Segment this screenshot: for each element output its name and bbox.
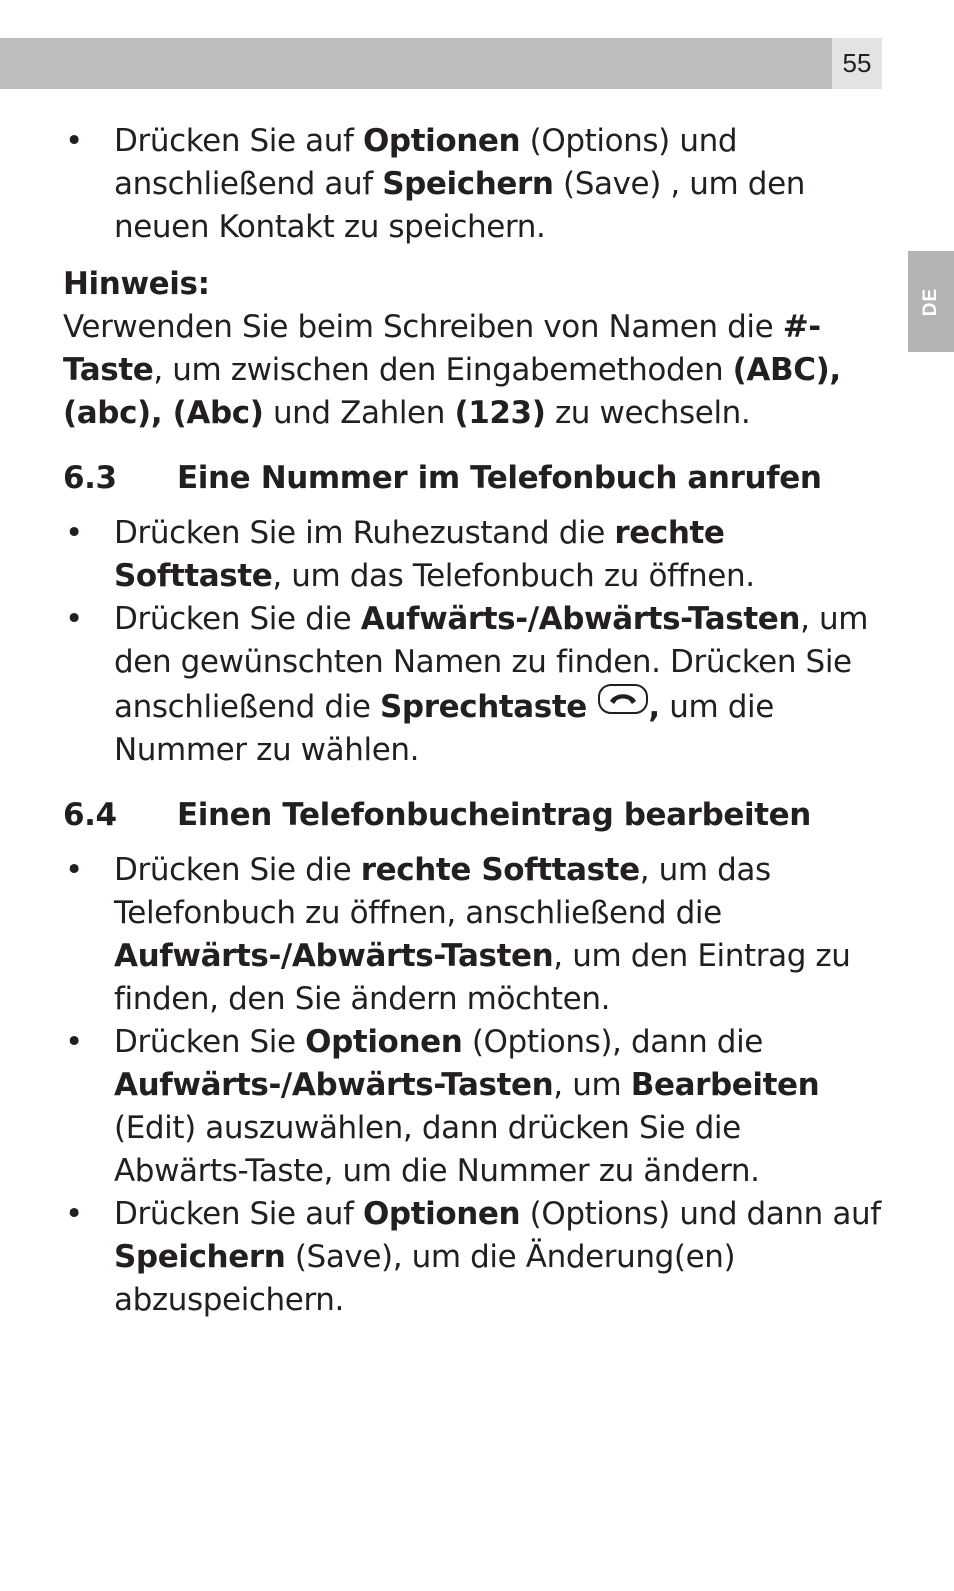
text: Verwenden Sie beim Schreiben von Namen die — [63, 309, 783, 345]
note-title: Hinweis: — [63, 266, 210, 302]
text: , um den Eintrag zu finden, den Sie ändern möchten. — [114, 938, 851, 1017]
bold-text: Aufwärts-/Abwärts-Tasten — [360, 601, 801, 637]
text: , um den gewünschten Namen zu finden. Drücken Sie anschließend die — [114, 601, 869, 725]
bold-text: #-Taste — [63, 309, 821, 388]
list-item — [63, 849, 881, 1021]
section-heading — [63, 794, 881, 837]
bold-text: (123) — [454, 395, 546, 431]
note-block — [63, 263, 881, 435]
text: um die Nummer zu wählen. — [114, 689, 774, 768]
text: Drücken Sie — [114, 1024, 306, 1060]
phone-handset-icon — [598, 684, 648, 714]
language-tab — [908, 251, 954, 352]
text: Drücken Sie die — [114, 601, 361, 637]
text: Drücken Sie auf — [114, 1196, 363, 1232]
text: (Options), dann die — [462, 1024, 763, 1060]
bold-text: , — [648, 689, 660, 725]
text: und Zahlen — [263, 395, 455, 431]
bullet-icon: • — [65, 601, 83, 637]
bullet-icon: • — [65, 1196, 83, 1232]
text: , um das Telefonbuch zu öffnen. — [272, 558, 755, 594]
list-item — [63, 512, 881, 598]
text: (Options) und anschließend auf — [114, 123, 738, 202]
section-number: 6.4 — [63, 797, 117, 833]
text: , um zwischen den Eingabemethoden — [153, 352, 733, 388]
text: zu wechseln. — [545, 395, 751, 431]
bullet-icon: • — [65, 515, 83, 551]
header-bar — [0, 38, 832, 89]
bold-text: Sprechtaste — [379, 689, 587, 725]
text: (Options) und dann auf — [520, 1196, 881, 1232]
language-label: DE — [920, 287, 941, 316]
bold-text: rechte Softtaste — [360, 852, 640, 888]
page-content — [63, 120, 881, 1322]
list-item — [63, 120, 881, 249]
section-number: 6.3 — [63, 460, 117, 496]
bold-text: Optionen — [362, 1196, 521, 1232]
bold-text: Aufwärts-/Abwärts-Tasten — [114, 938, 554, 974]
bold-text: Optionen — [362, 123, 521, 159]
text: (Save), um die Änderung(en) abzuspeichern. — [114, 1239, 736, 1318]
text: , um das Telefonbuch zu öffnen, anschließend die — [114, 852, 771, 931]
text: , um — [553, 1067, 631, 1103]
bold-text: (ABC), (abc), (Abc) — [63, 352, 841, 431]
bullet-icon: • — [65, 852, 83, 888]
bullet-icon: • — [65, 1024, 83, 1060]
section-heading — [63, 457, 881, 500]
list-item — [63, 1021, 881, 1193]
bold-text: Speichern — [114, 1239, 286, 1275]
note-text — [63, 306, 881, 435]
bold-text: rechte Softtaste — [114, 515, 725, 594]
page-number: 55 — [832, 38, 882, 89]
section-title: Einen Telefonbucheintrag bearbeiten — [177, 797, 811, 833]
text: (Save) , um den neuen Kontakt zu speichern. — [114, 166, 805, 245]
list-item — [63, 1193, 881, 1322]
section-title: Eine Nummer im Telefonbuch anrufen — [177, 460, 822, 496]
bold-text: Bearbeiten — [630, 1067, 820, 1103]
text: Drücken Sie auf — [114, 123, 363, 159]
bold-text: Aufwärts-/Abwärts-Tasten — [114, 1067, 554, 1103]
bullet-icon: • — [65, 123, 83, 159]
text: Drücken Sie im Ruhezustand die — [114, 515, 615, 551]
bold-text: Speichern — [382, 166, 554, 202]
bold-text: Optionen — [305, 1024, 463, 1060]
list-item — [63, 598, 881, 772]
text: Drücken Sie die — [114, 852, 361, 888]
text: (Edit) auszuwählen, dann drücken Sie die Abwärts-Taste, um die Nummer zu ändern. — [114, 1110, 760, 1189]
